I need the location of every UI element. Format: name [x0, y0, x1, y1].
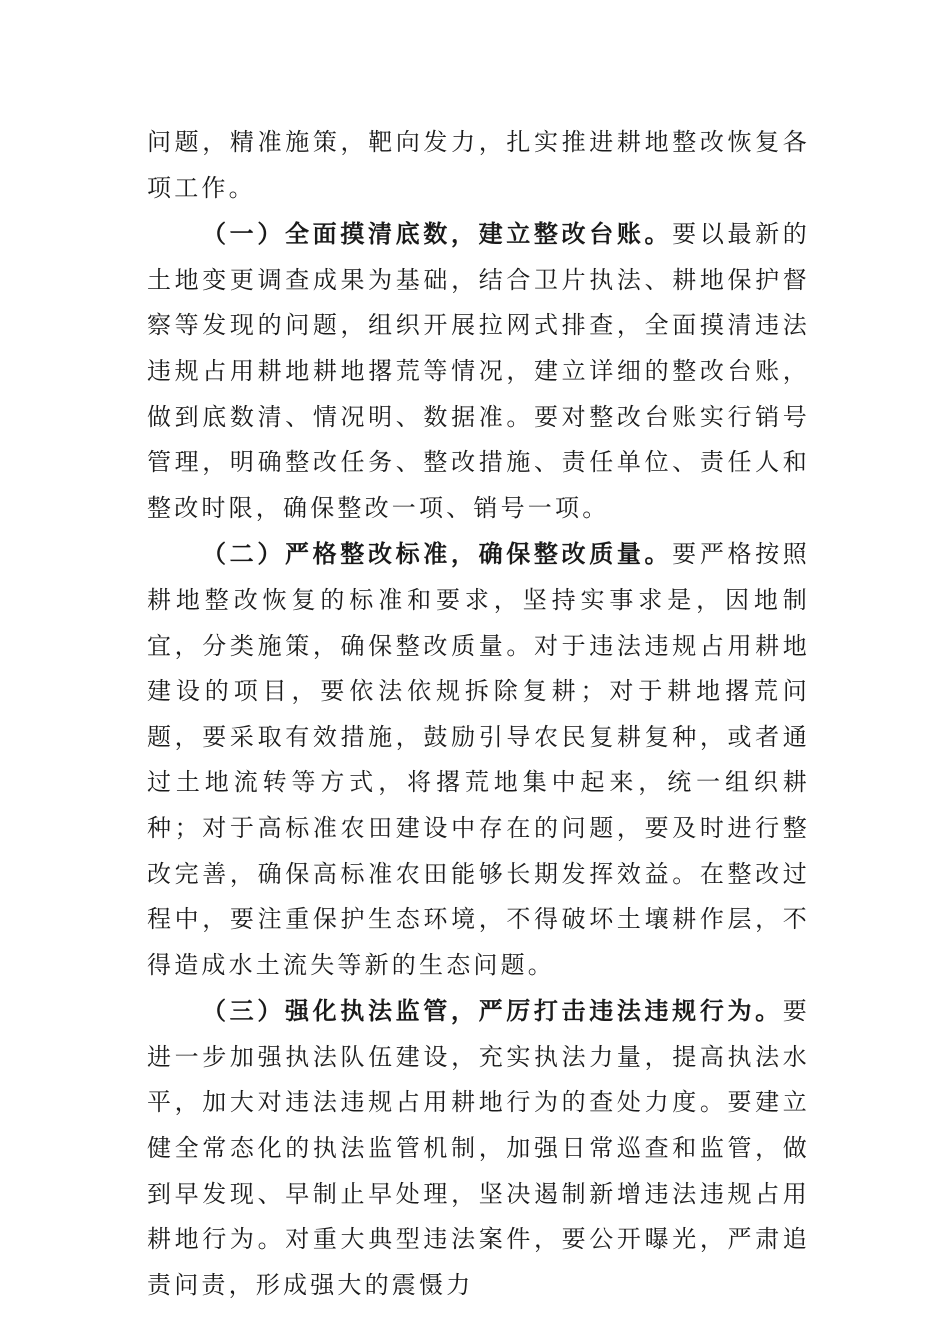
- paragraph-body: 要严格按照耕地整改恢复的标准和要求，坚持实事求是，因地制宜，分类施策，确保整改质量。对于违法违规占用耕地建设的项目，要依法依规拆除复耕；对于耕地撂荒问题，要采取有效措施，鼓励引导农民复耕复种，或者通过土地流转等方式，将撂荒地集中起来，统一组织耕种；对于高标准农田建设中存在的问题，要及时进行整改完善，确保高标准农田能够长期发挥效益。在整改过程中，要注重保护生态环境，不得破坏土壤耕作层，不得造成水土流失等新的生态问题。: [147, 540, 810, 979]
- paragraph-section-3: [147, 988, 810, 1308]
- paragraph-body: 问题，精准施策，靶向发力，扎实推进耕地整改恢复各项工作。: [147, 128, 810, 202]
- document-body: [147, 120, 810, 1308]
- paragraph-section-2: [147, 531, 810, 988]
- section-heading-2: （二）严格整改标准，确保整改质量。: [202, 539, 673, 569]
- paragraph-continuation: [147, 120, 810, 211]
- section-heading-1: （一）全面摸清底数，建立整改台账。: [202, 219, 673, 249]
- paragraph-section-1: [147, 211, 810, 531]
- section-heading-3: （三）强化执法监管，严厉打击违法违规行为。: [202, 996, 783, 1026]
- paragraph-body: 要进一步加强执法队伍建设，充实执法力量，提高执法水平，加大对违法违规占用耕地行为的查处力度。要建立健全常态化的执法监管机制，加强日常巡查和监管，做到早发现、早制止早处理，坚决遏制新增违法违规占用耕地行为。对重大典型违法案件，要公开曝光，严肃追责问责，形成强大的震慑力: [147, 997, 810, 1299]
- paragraph-body: 要以最新的土地变更调查成果为基础，结合卫片执法、耕地保护督察等发现的问题，组织开展拉网式排查，全面摸清违法违规占用耕地耕地撂荒等情况，建立详细的整改台账，做到底数清、情况明、数据准。要对整改台账实行销号管理，明确整改任务、整改措施、责任单位、责任人和整改时限，确保整改一项、销号一项。: [147, 220, 810, 522]
